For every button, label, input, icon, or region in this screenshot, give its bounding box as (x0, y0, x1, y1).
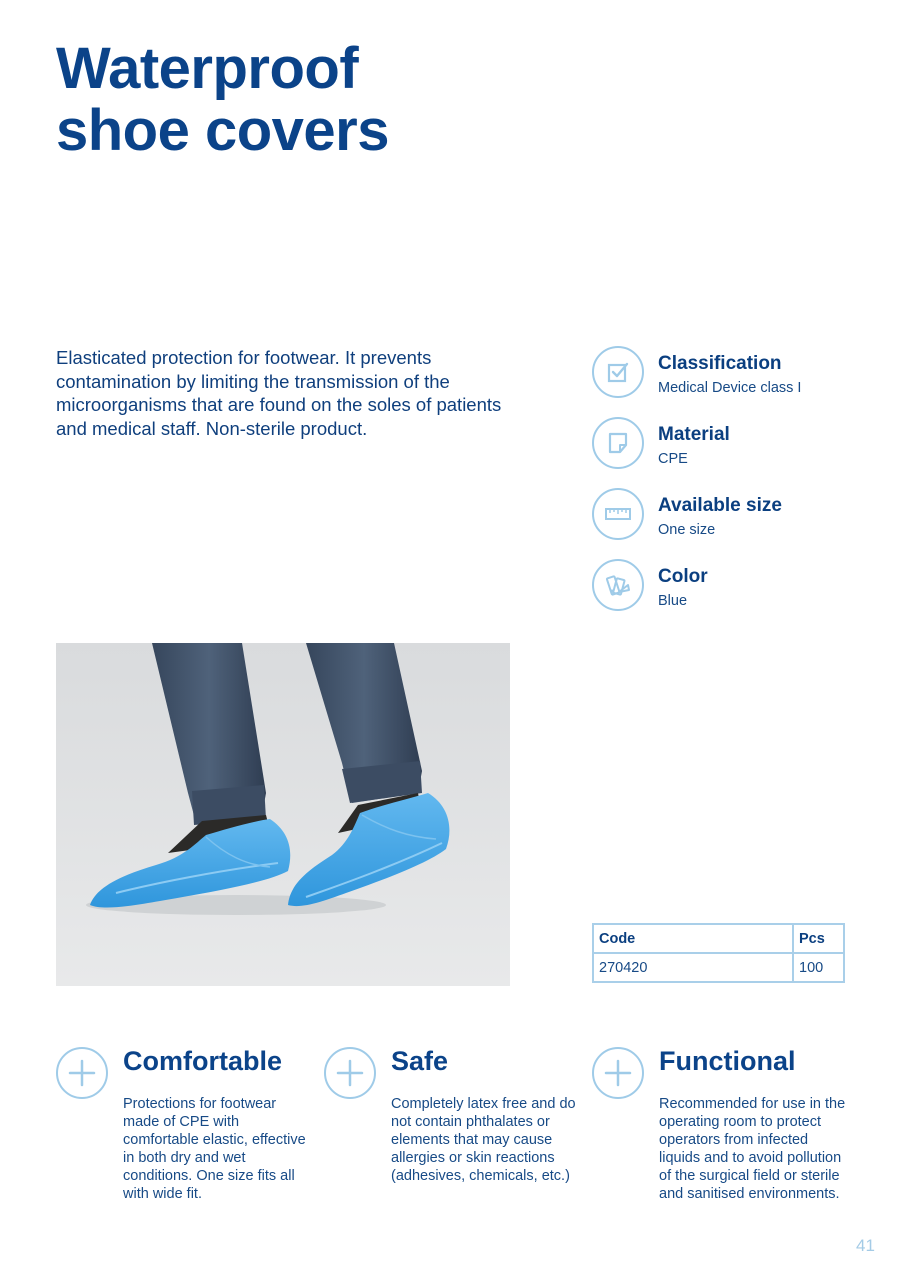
table-cell-code: 270420 (593, 953, 793, 982)
plus-icon (592, 1047, 644, 1099)
feature-title: Comfortable (123, 1046, 283, 1076)
ruler-icon (592, 488, 644, 540)
product-photo (56, 643, 510, 986)
color-swatch-icon (592, 559, 644, 611)
feature-text: Recommended for use in the operating room to protect operators from infected liquids and to avoid pollution of the surgical field or sterile and sanitised environments. (659, 1096, 846, 1202)
spec-label: Available size (658, 495, 782, 516)
page-number: 41 (856, 1236, 875, 1255)
table-header-code: Code (593, 924, 793, 953)
plus-icon (324, 1047, 376, 1099)
spec-value: Blue (658, 593, 688, 609)
spec-value: CPE (658, 451, 688, 467)
product-code-table (592, 923, 845, 983)
feature-title: Functional (659, 1046, 796, 1076)
plus-icon (56, 1047, 108, 1099)
page-title (56, 38, 389, 162)
table-cell-pcs: 100 (793, 953, 844, 982)
checkbox-icon (592, 346, 644, 398)
title-line-2: shoe covers (56, 98, 390, 163)
table-row (593, 953, 844, 982)
spec-material (592, 417, 882, 471)
spec-label: Color (658, 566, 708, 587)
spec-color (592, 559, 882, 613)
feature-text: Completely latex free and do not contain phthalates or elements that may cause allergies or skin reactions (adhesives, chemicals, etc.) (391, 1096, 576, 1184)
spec-size (592, 488, 882, 542)
title-line-1: Waterproof (56, 36, 359, 101)
spec-label: Classification (658, 353, 782, 374)
spec-value: One size (658, 522, 716, 538)
material-sheet-icon (592, 417, 644, 469)
product-description: Elasticated protection for footwear. It prevents contamination by limiting the transmission of the microorganisms that are found on the soles of patients and medical staff. Non-sterile product. (56, 347, 502, 440)
spec-classification (592, 346, 882, 400)
table-header-row (593, 924, 844, 953)
feature-text: Protections for footwear made of CPE with comfortable elastic, effective in both dry and wet conditions. One size fits all with wide fit. (123, 1096, 306, 1202)
feature-title: Safe (391, 1046, 449, 1076)
table-header-pcs: Pcs (793, 924, 844, 953)
spec-value: Medical Device class I (658, 380, 802, 396)
spec-label: Material (658, 424, 730, 445)
